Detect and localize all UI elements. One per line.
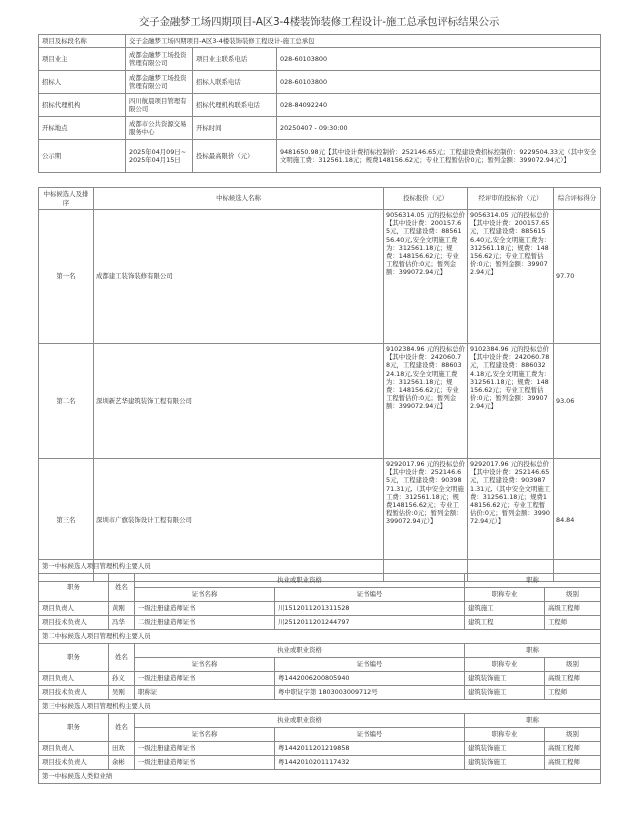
- owner-value: 成都金融梦工场投资管理有限公司: [126, 48, 193, 71]
- section-heading: 第一中标候选人类似业绩: [39, 770, 601, 784]
- staff-level: 高级工程师: [545, 756, 601, 770]
- candidate-name: 深圳市广旗装饰设计工程有限公司: [94, 459, 384, 582]
- staff-level: 工程师: [545, 686, 601, 700]
- staff-row: [39, 616, 601, 630]
- candidate-score: 93.06: [554, 344, 601, 459]
- staff-level: 高级工程师: [545, 672, 601, 686]
- max-price-label: 投标最高限价（元）: [193, 140, 277, 173]
- tenderer-phone-label: 招标人联系电话: [193, 71, 277, 94]
- staff-cert-name: 二级注册建造师证书: [135, 616, 275, 630]
- staff-cert-name: 职称证: [135, 686, 275, 700]
- agency-label: 招标代理机构: [39, 94, 126, 117]
- major-header: 职称专业: [465, 588, 545, 602]
- candidate-review: 9102384.96 元的投标总价【其中设计费：242060.78元，工程建设费：8860324.18元,安全文明施工费为：312561.18元；规费：148156.62元；专业工程暂估价:0元；暂列金额：399072.94元】: [468, 344, 554, 459]
- staff-name: 黄刚: [109, 602, 135, 616]
- candidate-review: 9056314.05 元的投标总价【其中设计费：200157.65元，工程建设费：8856156.40元,安全文明施工费为：312561.18元；规费：148156.62元；专业工程暂估价:0元；暂列金额：399072.94元】: [468, 210, 554, 344]
- candidates-table: [38, 187, 601, 582]
- staff-name: 田欢: [109, 742, 135, 756]
- candidate-score: 97.70: [554, 210, 601, 344]
- candidate-review: 9292017.96 元的投标总价【其中设计费：252146.65元，工程建设费：9039871.31元,（其中安全文明施工费：312561.18元；规费148156.62元；专业工程暂估价:0元；暂列金额：399072.94元）】: [468, 459, 554, 582]
- staff-row: [39, 756, 601, 770]
- section-heading: 第一中标候选人项目管理机构主要人员: [39, 560, 601, 574]
- qualification-header: 执业或职业资格: [135, 714, 465, 728]
- project-label: 项目及标段名称: [39, 35, 126, 48]
- tenderer-label: 招标人: [39, 71, 126, 94]
- staff-level: 高级工程师: [545, 602, 601, 616]
- staff-cert-no: 粤1442010201117432: [275, 756, 465, 770]
- cert-name-header: 证书名称: [135, 728, 275, 742]
- qualification-header: 执业或职业资格: [135, 574, 465, 588]
- staff-cert-no: 粤1442006200805940: [275, 672, 465, 686]
- candidate-bid: 9292017.96 元的投标总价【其中设计费：252146.65元，工程建设费：9039871.31元,（其中安全文明施工费：312561.18元；规费148156.62元；专业工程暂估价:0元；暂列金额：399072.94元）】: [384, 459, 468, 582]
- time-value: 20250407 - 09:30:00: [277, 117, 601, 140]
- candidate-rank: 第二名: [39, 344, 94, 459]
- staff-duty: 项目技术负责人: [39, 616, 109, 630]
- cert-no-header: 证书编号: [275, 588, 465, 602]
- staff-major: 建筑装饰施工: [465, 742, 545, 756]
- tenderer-value: 成都金融梦工场投资管理有限公司: [126, 71, 193, 94]
- major-header: 职称专业: [465, 728, 545, 742]
- staff-level: 工程师: [545, 616, 601, 630]
- venue-value: 成都市公共资源交易服务中心: [126, 117, 193, 140]
- staff-duty: 项目负责人: [39, 672, 109, 686]
- candidate-name: 深圳新艺华建筑装饰工程有限公司: [94, 344, 384, 459]
- major-header: 职称专业: [465, 658, 545, 672]
- candidate-bid: 9102384.96 元的投标总价【其中设计费：242060.78元，工程建设费：8860324.18元,安全文明施工费为：312561.18元；规费：148156.62元；专业工程暂估价:0元；暂列金额：399072.94元】: [384, 344, 468, 459]
- page-title: 交子金融梦工场四期项目-A区3-4楼装饰装修工程设计-施工总承包评标结果公示: [138, 16, 500, 28]
- candidate-row: [39, 210, 601, 344]
- staff-level: 高级工程师: [545, 742, 601, 756]
- name-header: 姓名: [109, 714, 135, 742]
- staff-duty: 项目技术负责人: [39, 756, 109, 770]
- duty-header: 职务: [39, 574, 109, 602]
- staff-row: [39, 686, 601, 700]
- level-header: 级别: [545, 728, 601, 742]
- time-label: 开标时间: [193, 117, 277, 140]
- name-header: 姓名: [109, 644, 135, 672]
- cert-name-header: 证书名称: [135, 658, 275, 672]
- owner-phone: 028-60103800: [277, 48, 601, 71]
- staff-cert-no: 粤中职证字第 1803003009712号: [275, 686, 465, 700]
- project-info-table: [38, 34, 601, 173]
- staff-duty: 项目负责人: [39, 602, 109, 616]
- name-header: 姓名: [109, 574, 135, 602]
- project-value: 交子金融梦工场四期项目-A区3-4楼装饰装修工程设计-施工总承包: [126, 35, 601, 48]
- owner-label: 项目业主: [39, 48, 126, 71]
- candidate-name-header: 中标候选人名称: [94, 188, 384, 210]
- review-header: 经评审的投标价（元）: [468, 188, 554, 210]
- staff-name: 冯华: [109, 616, 135, 630]
- staff-cert-name: 一级注册建造师证书: [135, 602, 275, 616]
- qualification-header: 执业或职业资格: [135, 644, 465, 658]
- bid-header: 投标报价（元）: [384, 188, 468, 210]
- staff-cert-no: 川2512011201244797: [275, 616, 465, 630]
- professional-title-header: 职称: [465, 714, 601, 728]
- duty-header: 职务: [39, 714, 109, 742]
- staff-major: 建筑工程: [465, 616, 545, 630]
- section-heading: 第三中标候选人项目管理机构主要人员: [39, 700, 601, 714]
- management-staff-table: [38, 559, 601, 784]
- cert-no-header: 证书编号: [275, 658, 465, 672]
- section-heading: 第二中标候选人项目管理机构主要人员: [39, 630, 601, 644]
- agency-phone: 028-84092240: [277, 94, 601, 117]
- staff-major: 建筑施工: [465, 602, 545, 616]
- staff-cert-no: 粤1442011201219858: [275, 742, 465, 756]
- level-header: 级别: [545, 658, 601, 672]
- staff-cert-name: 一级注册建造师证书: [135, 756, 275, 770]
- staff-name: 孙义: [109, 672, 135, 686]
- candidate-rank: 第一名: [39, 210, 94, 344]
- staff-row: [39, 602, 601, 616]
- candidate-score: 84.84: [554, 459, 601, 582]
- staff-duty: 项目负责人: [39, 742, 109, 756]
- level-header: 级别: [545, 588, 601, 602]
- staff-major: 建筑装饰施工: [465, 756, 545, 770]
- owner-phone-label: 项目业主联系电话: [193, 48, 277, 71]
- venue-label: 开标地点: [39, 117, 126, 140]
- staff-major: 建筑装饰施工: [465, 672, 545, 686]
- staff-cert-no: 川1512011201311528: [275, 602, 465, 616]
- staff-cert-name: 一级注册建造师证书: [135, 742, 275, 756]
- max-price-value: 9481650.98元【其中设计费招标控制价：252146.65元；工程建设费招标控制价：9229504.33元（其中安全文明施工费：312561.18元；规费148156.62元；专业工程暂估价0元；暂列金额：399072.94元）】: [277, 140, 601, 173]
- cert-no-header: 证书编号: [275, 728, 465, 742]
- candidate-name: 成都建工装饰装修有限公司: [94, 210, 384, 344]
- cert-name-header: 证书名称: [135, 588, 275, 602]
- rank-header: 中标候选人及排序: [39, 188, 94, 210]
- candidate-row: [39, 344, 601, 459]
- period-value: 2025年04月09日~2025年04月15日: [126, 140, 193, 173]
- staff-row: [39, 672, 601, 686]
- staff-cert-name: 一级注册建造师证书: [135, 672, 275, 686]
- score-header: 综合评标得分: [554, 188, 601, 210]
- duty-header: 职务: [39, 644, 109, 672]
- staff-name: 余彬: [109, 756, 135, 770]
- staff-name: 吴刚: [109, 686, 135, 700]
- professional-title-header: 职称: [465, 574, 601, 588]
- agency-phone-label: 招标代理机构联系电话: [193, 94, 277, 117]
- staff-duty: 项目技术负责人: [39, 686, 109, 700]
- staff-row: [39, 742, 601, 756]
- staff-major: 建筑装饰施工: [465, 686, 545, 700]
- period-label: 公示期: [39, 140, 126, 173]
- professional-title-header: 职称: [465, 644, 601, 658]
- agency-value: 四川航晨项目管理有限公司: [126, 94, 193, 117]
- candidate-bid: 9056314.05 元的投标总价【其中设计费：200157.65元，工程建设费：8856156.40元,安全文明施工费为：312561.18元；规费：148156.62元；专业工程暂估价:0元；暂列金额：399072.94元】: [384, 210, 468, 344]
- candidate-rank: 第三名: [39, 459, 94, 582]
- tenderer-phone: 028-60103800: [277, 71, 601, 94]
